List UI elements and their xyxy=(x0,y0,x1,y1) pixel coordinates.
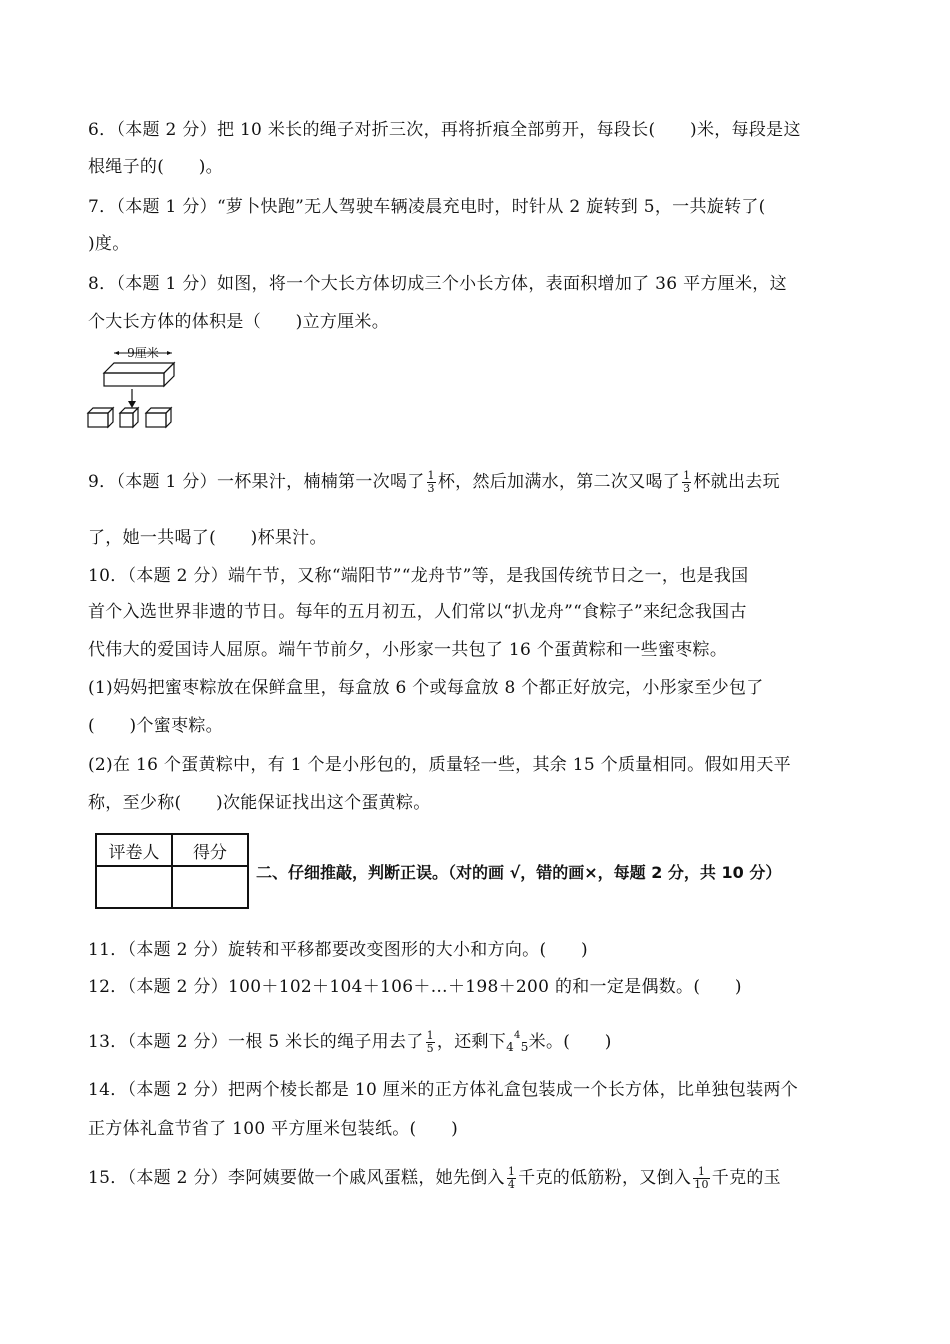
cuboid-cut-figure xyxy=(86,343,186,433)
question-12-line-1: 12．（本题 2 分）100＋102＋104＋106＋…＋198＋200 的和一定是偶数。( ) xyxy=(88,977,742,997)
question-15-text-a: 15．（本题 2 分）李阿姨要做一个戚风蛋糕，她先倒入 xyxy=(88,1168,505,1188)
question-9-text-c: 杯就出去玩 xyxy=(693,472,780,492)
fraction-denominator: 3 xyxy=(427,482,435,495)
question-10-line-1: 10．（本题 2 分）端午节，又称“端阳节”“龙舟节”等，是我国传统节日之一，也是我国 xyxy=(88,566,749,586)
down-arrow-head xyxy=(128,401,136,408)
big-cuboid-front xyxy=(104,373,164,386)
question-13-text-a: 13．（本题 2 分）一根 5 米长的绳子用去了 xyxy=(88,1032,424,1052)
question-7-line-2: )度。 xyxy=(88,234,130,254)
fraction-denominator: 5 xyxy=(426,1042,434,1055)
dimension-arrow-left xyxy=(114,351,119,355)
fraction-one-tenth xyxy=(693,1166,710,1191)
dimension-arrow-right xyxy=(167,351,172,355)
score-table xyxy=(95,833,249,909)
mixed-number-numerator: 4 xyxy=(514,1030,521,1041)
question-14-line-2: 正方体礼盒节省了 100 平方厘米包装纸。( ) xyxy=(88,1119,459,1139)
fraction-one-third-a xyxy=(427,470,436,495)
small-cuboid-3 xyxy=(146,408,171,427)
question-10-sub1-line-1: (1)妈妈把蜜枣粽放在保鲜盒里，每盒放 6 个或每盒放 8 个都正好放完，小彤家至少包了 xyxy=(88,678,764,698)
fraction-one-fourth xyxy=(507,1166,516,1191)
fraction-denominator: 3 xyxy=(683,482,691,495)
big-cuboid-side xyxy=(164,363,174,386)
question-8-line-1: 8．（本题 1 分）如图，将一个大长方体切成三个小长方体，表面积增加了 36 平方厘米，这 xyxy=(88,274,787,294)
score-table-header-grader: 评卷人 xyxy=(96,834,172,866)
question-10-line-2: 首个入选世界非遗的节日。每年的五月初五，人们常以“扒龙舟”“食粽子”来纪念我国古 xyxy=(88,602,747,622)
question-15-line-1 xyxy=(88,1166,781,1191)
score-cell[interactable] xyxy=(172,866,248,908)
question-13-text-c: 米。( ) xyxy=(528,1032,612,1052)
question-7-line-1: 7．（本题 1 分）“萝卜快跑”无人驾驶车辆凌晨充电时，时针从 2 旋转到 5，一共旋转了( xyxy=(88,197,766,217)
small-cuboid-2 xyxy=(120,408,138,427)
fraction-numerator: 1 xyxy=(427,469,435,482)
dimension-label: 9厘米 xyxy=(127,346,159,360)
mixed-number-whole: 4 xyxy=(506,1040,515,1054)
fraction-one-fifth xyxy=(426,1030,435,1055)
question-6-line-1: 6．（本题 2 分）把 10 米长的绳子对折三次，再将折痕全部剪开，每段长( )米，每段是这 xyxy=(88,120,801,140)
big-cuboid-top xyxy=(104,363,174,373)
grader-cell[interactable] xyxy=(96,866,172,908)
section-2-title: 二、仔细推敲，判断正误。（对的画 √，错的画×，每题 2 分，共 10 分） xyxy=(256,863,782,882)
question-10-sub1-line-2: ( )个蜜枣粽。 xyxy=(88,716,223,736)
question-10-sub2-line-2: 称，至少称( )次能保证找出这个蛋黄粽。 xyxy=(88,793,431,813)
fraction-numerator: 1 xyxy=(683,469,691,482)
mixed-number xyxy=(506,1032,529,1052)
fraction-numerator: 1 xyxy=(693,1166,710,1179)
mixed-number-denominator: 5 xyxy=(520,1040,529,1054)
question-9-text-b: 杯，然后加满水，第二次又喝了 xyxy=(437,472,681,492)
question-13-text-b: ，还剩下 xyxy=(436,1032,507,1052)
question-9-line-1 xyxy=(88,470,780,495)
question-6-line-2: 根绳子的( )。 xyxy=(88,157,223,177)
score-table-header-score: 得分 xyxy=(172,834,248,866)
fraction-denominator: 10 xyxy=(694,1178,709,1191)
question-15-text-c: 千克的玉 xyxy=(711,1168,781,1188)
fraction-numerator: 1 xyxy=(507,1165,516,1178)
question-10-sub2-line-1: (2)在 16 个蛋黄粽中，有 1 个是小彤包的，质量轻一些，其余 15 个质量相同。假如用天平 xyxy=(88,755,791,775)
fraction-denominator: 4 xyxy=(507,1178,516,1191)
small-cuboid-1 xyxy=(88,408,113,427)
question-9-text-a: 9．（本题 1 分）一杯果汁，楠楠第一次喝了 xyxy=(88,472,425,492)
question-10-line-3: 代伟大的爱国诗人屈原。端午节前夕，小彤家一共包了 16 个蛋黄粽和一些蜜枣粽。 xyxy=(88,640,728,660)
question-9-line-2: 了，她一共喝了( )杯果汁。 xyxy=(88,528,327,548)
question-8-line-2: 个大长方体的体积是（ )立方厘米。 xyxy=(88,312,390,332)
question-15-text-b: 千克的低筋粉，又倒入 xyxy=(518,1168,692,1188)
fraction-one-third-b xyxy=(682,470,691,495)
question-13-line-1 xyxy=(88,1024,612,1059)
question-11-line-1: 11．（本题 2 分）旋转和平移都要改变图形的大小和方向。( ) xyxy=(88,940,588,960)
fraction-numerator: 1 xyxy=(426,1029,434,1042)
question-14-line-1: 14．（本题 2 分）把两个棱长都是 10 厘米的正方体礼盒包装成一个长方体，比单独包装两个 xyxy=(88,1080,798,1100)
